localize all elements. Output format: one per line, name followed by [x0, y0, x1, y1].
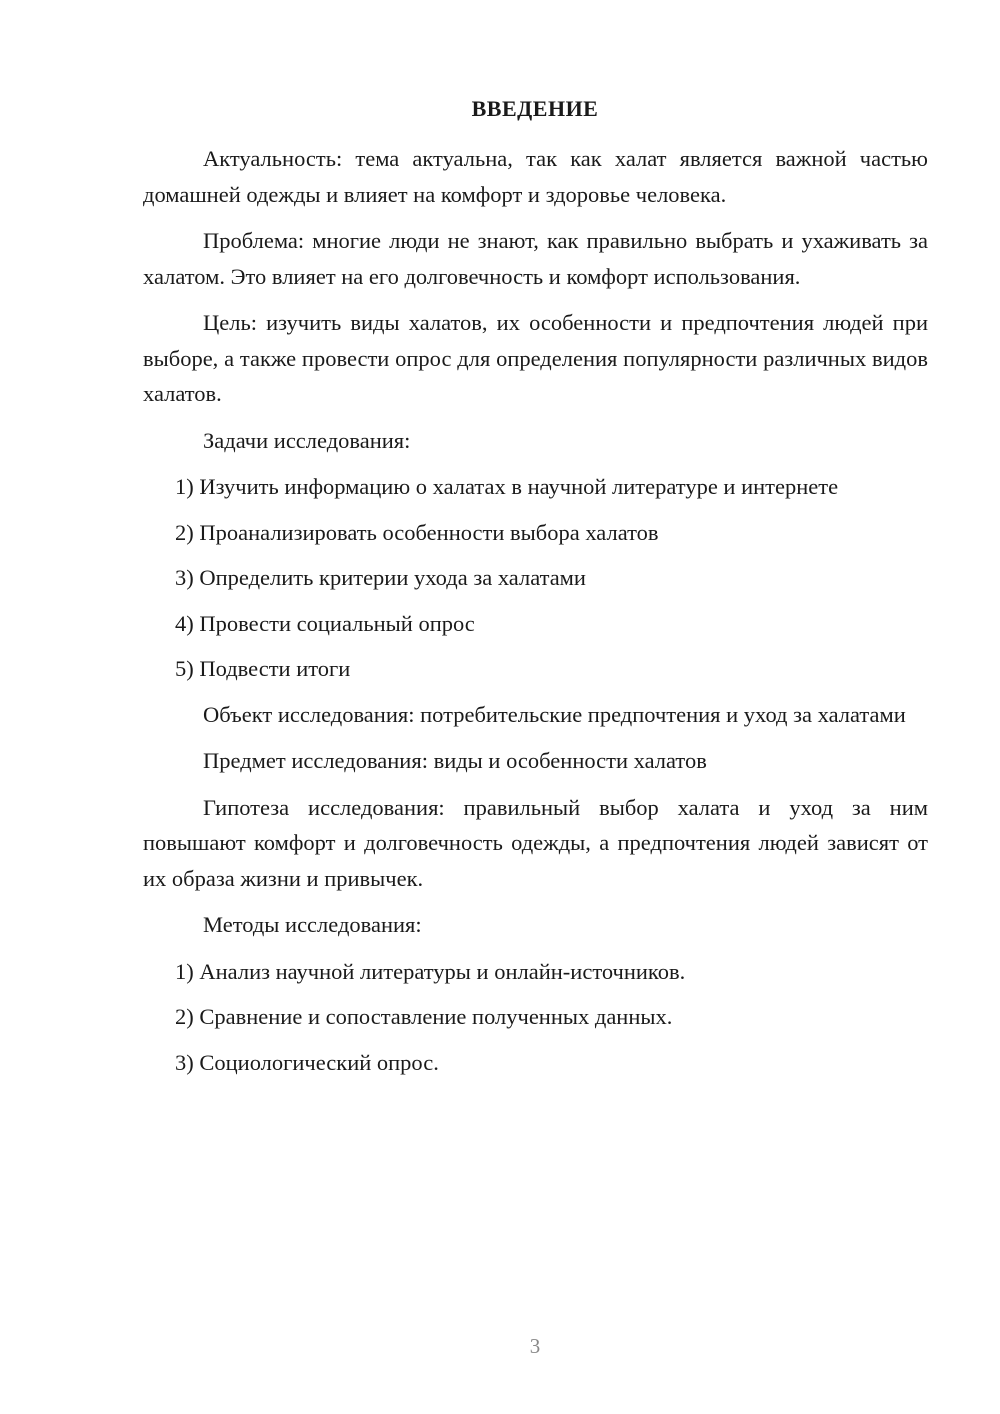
tasks-heading: Задачи исследования: [203, 427, 411, 453]
method-item: 3) Социологический опрос. [175, 1049, 439, 1075]
page-number: 3 [529, 1334, 541, 1358]
problem-paragraph: Проблема: многие люди не знают, как правильно выбрать и ухаживать за халатом. Это влияет на его долговечность и комфорт использования. [143, 228, 928, 289]
methods-heading: Методы исследования: [203, 912, 422, 937]
object-paragraph: Объект исследования: потребительские предпочтения и уход за халатами [203, 701, 906, 727]
subject-paragraph: Предмет исследования: виды и особенности халатов [203, 748, 707, 773]
task-item: 4) Провести социальный опрос [175, 610, 475, 636]
task-item: 3) Определить критерии ухода за халатами [175, 565, 586, 590]
method-item: 2) Сравнение и сопоставление полученных данных. [175, 1004, 673, 1029]
relevance-paragraph: Актуальность: тема актуальна, так как халат является важной частью домашней одежды и влияет на комфорт и здоровье человека. [143, 146, 928, 207]
page-title: ВВЕДЕНИЕ [471, 96, 599, 121]
hypothesis-paragraph: Гипотеза исследования: правильный выбор халата и уход за ним повышают комфорт и долговечность одежды, а предпочтения людей зависят от их образа жизни и привычек. [143, 794, 928, 891]
method-item: 1) Анализ научной литературы и онлайн-источников. [175, 958, 686, 984]
document-body [143, 141, 928, 1090]
task-item: 5) Подвести итоги [175, 656, 351, 681]
task-item: 1) Изучить информацию о халатах в научной литературе и интернете [175, 474, 839, 499]
task-item: 2) Проанализировать особенности выбора халатов [175, 519, 659, 545]
goal-paragraph: Цель: изучить виды халатов, их особенности и предпочтения людей при выборе, а также провести опрос для определения популярности различных видов халатов. [143, 310, 928, 406]
